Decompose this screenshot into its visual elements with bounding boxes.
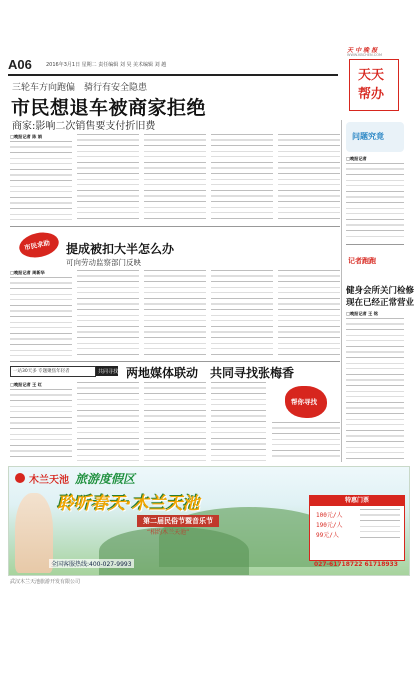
ad-promo-title: 特惠门票: [310, 496, 404, 506]
story2-col-1: [10, 277, 72, 357]
ad-footer: 武汉木兰天池旅游开发有限公司: [10, 579, 81, 585]
ad-sub-banner: 第二届民俗节暨音乐节: [137, 515, 219, 527]
ad-brand: 木兰天池: [29, 475, 69, 486]
main-col-2: [77, 134, 139, 223]
story3-col-2: [77, 382, 139, 461]
story3-kicker-tag-label: 共同寻找: [98, 369, 119, 375]
brand-box: [343, 43, 403, 115]
ad-sub-banner-2: “相约木兰天池”: [147, 529, 190, 536]
main-headline: 市民想退车被商家拒绝: [11, 97, 207, 119]
story3-col-1: [10, 389, 72, 461]
story3-col-5: [272, 422, 340, 461]
story3-col-3: [144, 382, 206, 461]
main-col-4: [211, 134, 273, 223]
story3-body: [10, 382, 340, 462]
section-title-2: 帮办: [358, 87, 385, 102]
story2-byline: □晚报记者 周新华: [10, 270, 45, 275]
ad-promo-box[interactable]: [309, 495, 405, 561]
sidebar-divider: [346, 244, 404, 245]
ad-model: [15, 493, 53, 573]
section-divider-1: [10, 226, 340, 227]
ad-promo-text: [360, 509, 400, 541]
story2-body: [10, 270, 340, 358]
ad-price-1: 100元/人: [316, 512, 343, 519]
main-body: [10, 134, 340, 224]
page-number: A06: [8, 57, 32, 72]
ad-brand-sub: 旅游度假区: [75, 472, 136, 486]
story2-subhead: 可向劳动监察部门反映: [66, 258, 141, 267]
ad-logo-icon: [15, 473, 25, 483]
story3-badge: [285, 386, 327, 418]
section-box: [349, 59, 399, 111]
story2-badge-label: 市民求助: [23, 238, 51, 253]
story3-kicker-box: [10, 366, 96, 377]
sidebar-mid-text: [346, 318, 404, 463]
story2-headline: 提成被扣大半怎么办: [66, 242, 175, 256]
story2-col-2: [77, 270, 139, 357]
story2-col-3: [144, 270, 206, 357]
page-header: [8, 57, 338, 73]
section-divider-2: [10, 361, 340, 362]
sidebar-mid-byline: □晚报记者 王 铭: [346, 311, 378, 316]
main-col-5: [278, 134, 340, 223]
story3-kicker: 一站30天多 专题聚焦年轻者: [13, 369, 70, 374]
story3-kicker-tag: [96, 366, 118, 376]
ad-price-3: 99元/人: [316, 532, 339, 539]
main-col-1: [10, 141, 72, 223]
sidebar-top-byline: □晚报记者: [346, 156, 367, 161]
issue-date: 2016年3月1日 星期二 责任编辑 刘 昊 美术编辑 刘 越: [46, 62, 167, 68]
ad-phone-2[interactable]: 027-61718722 61718933: [314, 561, 398, 568]
story3-headline: 两地媒体联动 共同寻找张梅香: [126, 366, 295, 380]
ad-phone[interactable]: 全国客服热线:400-027-9993: [51, 561, 132, 568]
sidebar-column: [344, 118, 415, 468]
sidebar-vertical-rule: [341, 120, 342, 462]
story2-col-5: [278, 270, 340, 357]
section-title-1: 天天: [358, 68, 385, 83]
sidebar-mid-headline-1: 健身会所关门检修: [346, 286, 415, 296]
sidebar-mid-title: 记者跑跑: [348, 257, 376, 265]
story2-badge: [17, 229, 61, 261]
main-subhead: 商家:影响二次销售要支付折旧费: [12, 121, 156, 132]
ad-slogan: 聆听春天·木兰天池: [57, 494, 200, 514]
story3-col-4: [211, 382, 266, 461]
main-col-3: [144, 134, 206, 223]
main-kicker: 三轮车方向跑偏 骑行有安全隐患: [12, 83, 148, 93]
sidebar-top-illustration: [346, 122, 404, 152]
main-byline: □晚报记者 陈 娟: [10, 134, 42, 139]
ad-banner[interactable]: [8, 466, 410, 576]
ad-price-2: 190元/人: [316, 522, 343, 529]
brand-logo: 天 中 晚 报: [347, 47, 378, 54]
sidebar-top-text: [346, 163, 404, 238]
header-rule: [8, 74, 338, 76]
story3-badge-label: 帮你寻找: [291, 398, 317, 406]
sidebar-top-title: 问题究竟: [352, 132, 384, 141]
sidebar-mid-headline-2: 现在已经正常营业: [346, 298, 415, 308]
story3-byline: □晚报记者 王 红: [10, 382, 42, 387]
brand-url: WWW.KBCHEN.COM: [347, 53, 382, 57]
story2-col-4: [211, 270, 273, 357]
